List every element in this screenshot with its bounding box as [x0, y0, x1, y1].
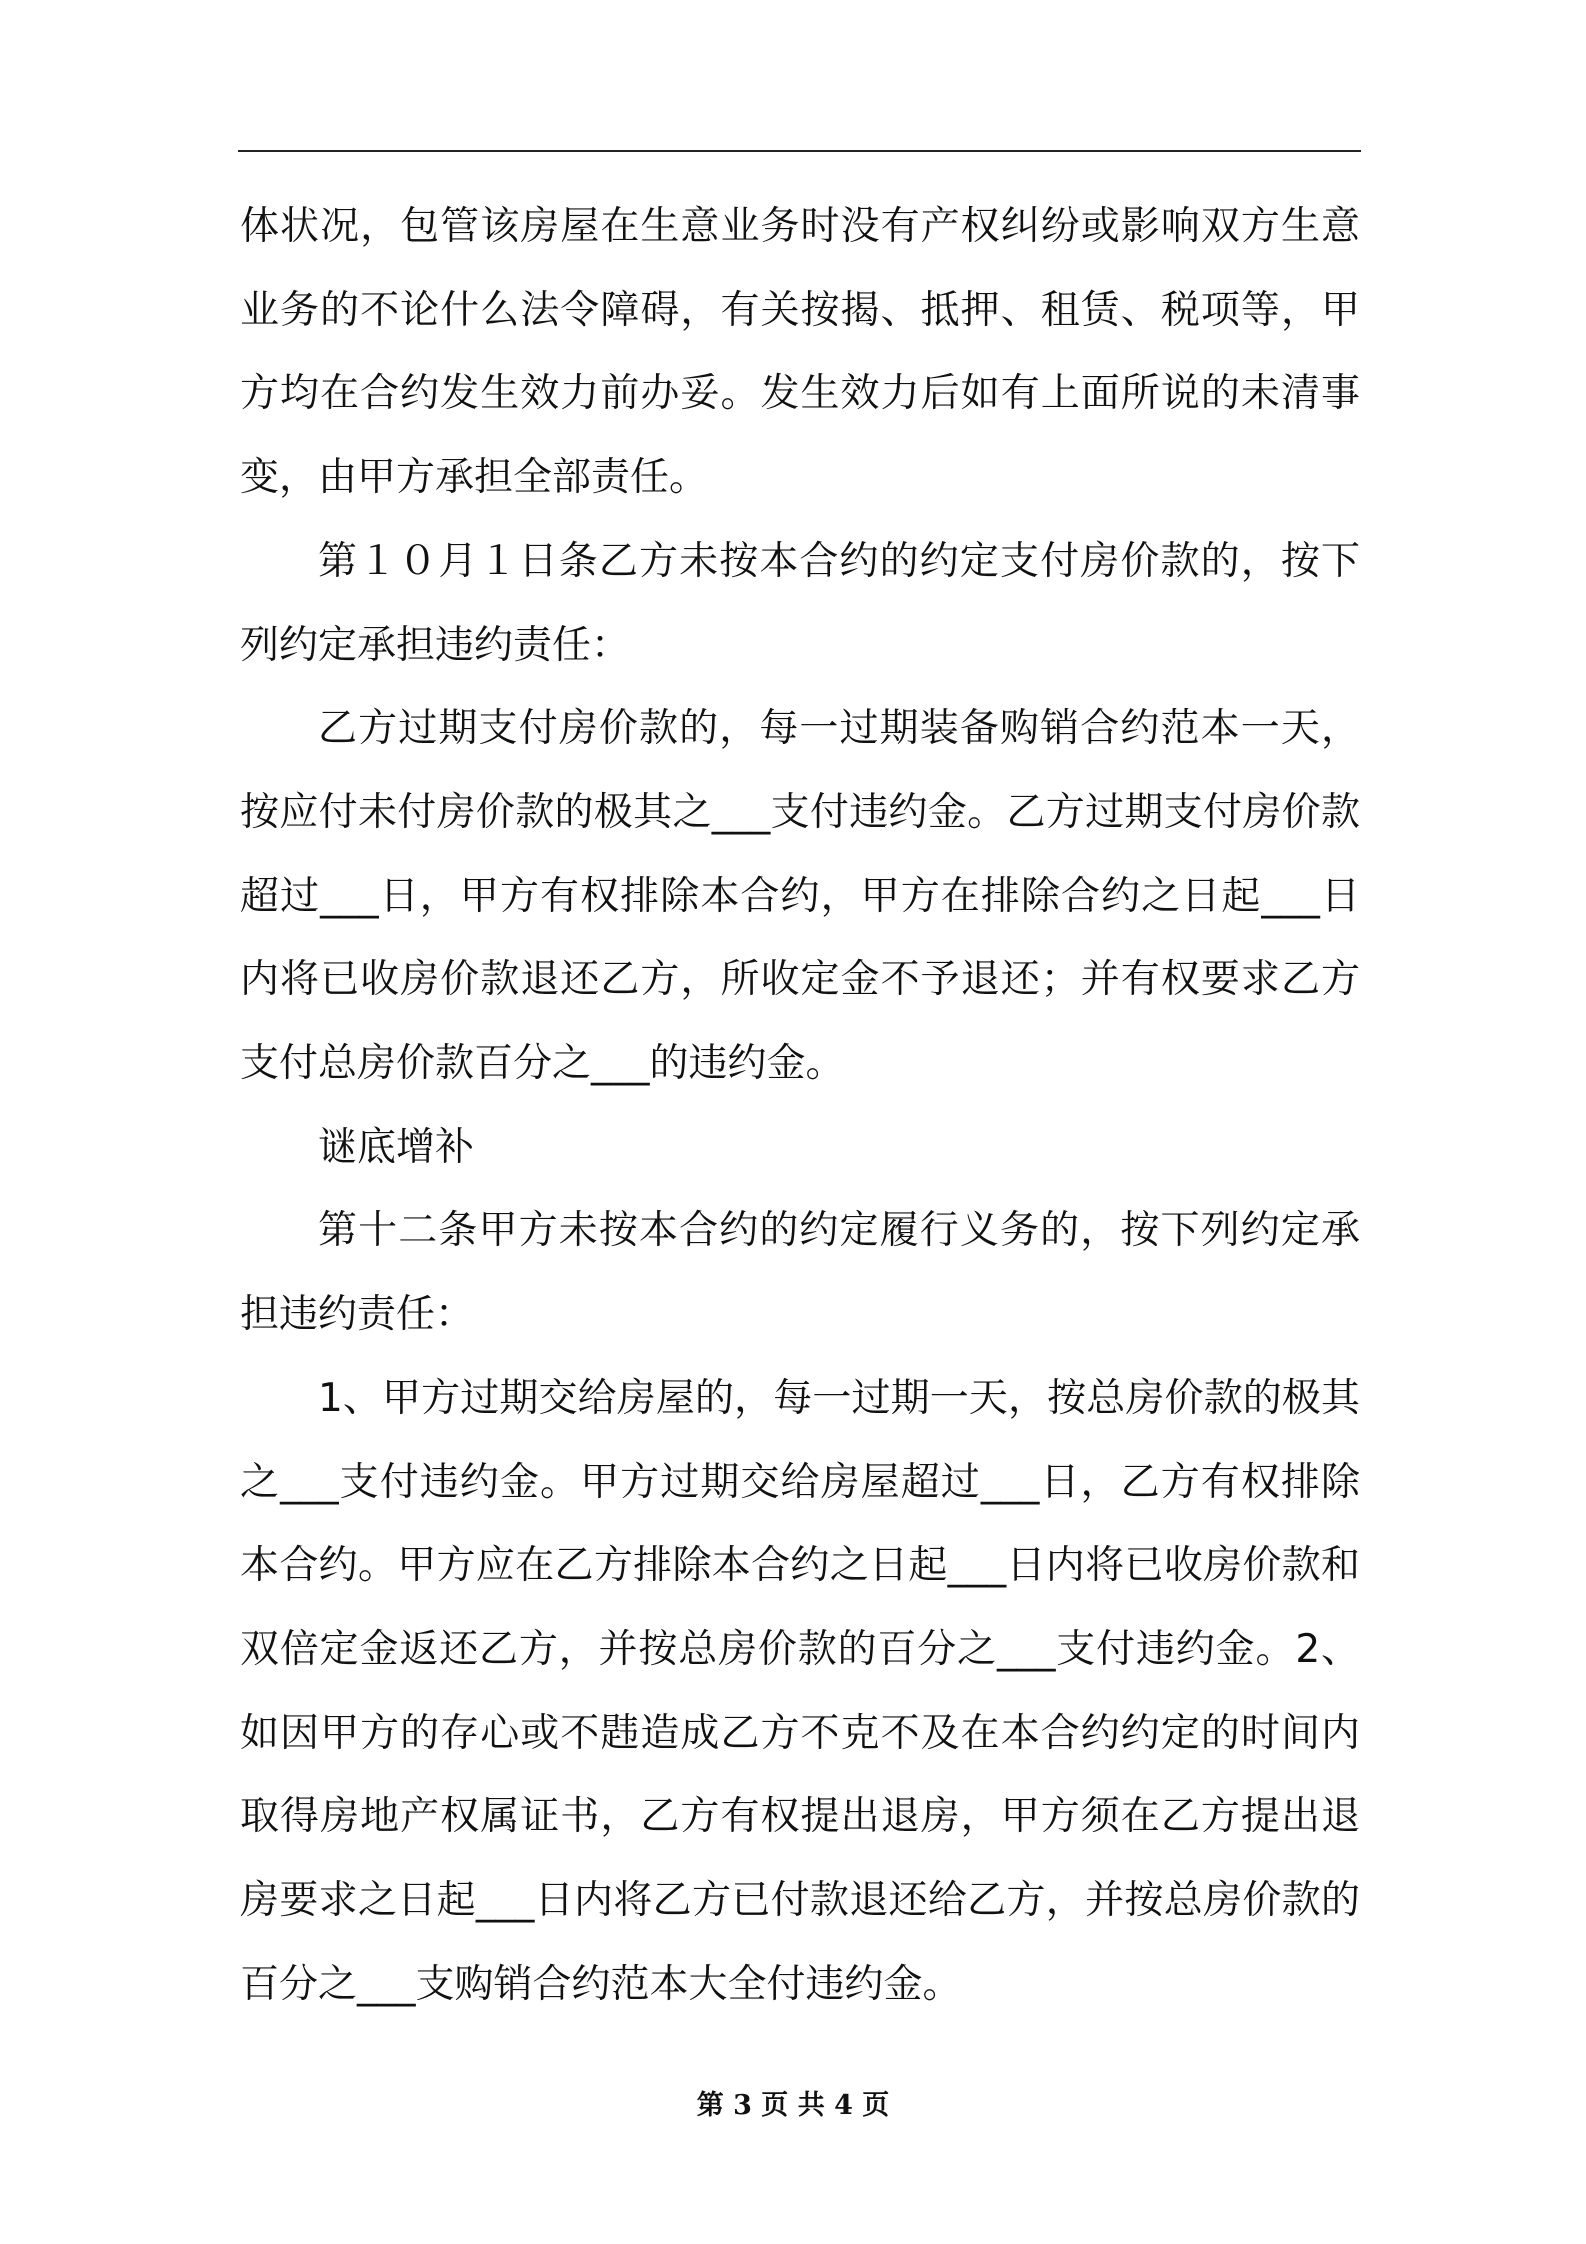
paragraph-buyer-late-payment: 乙方过期支付房价款的，每一过期装备购销合约范本一天，按应付未付房价款的极其之___支付违约金。乙方过期支付房价款超过___日，甲方有权排除本合约，甲方在排除合约之日起___日内将已收房价款退还乙方，所收定金不予退还；并有权要求乙方支付总房价款百分之___的违约金。 [240, 706, 1360, 1087]
paragraph-article-ten: 第１０月１日条乙方未按本合约的约定支付房价款的，按下列约定承担违约责任： [240, 538, 1360, 668]
paragraph-article-twelve: 第十二条甲方未按本合约的约定履行义务的，按下列约定承担违约责任： [240, 1208, 1360, 1338]
paragraph-seller-late-delivery: 1、甲方过期交给房屋的，每一过期一天，按总房价款的极其之___支付违约金。甲方过期交给房屋超过___日，乙方有权排除本合约。甲方应在乙方排除本合约之日起___日内将已收房价款和双倍定金返还乙方，并按总房价款的百分之___支付违约金。2、如因甲方的存心或不韪造成乙方不克不及在本合约约定的时间内取得房地产权属证书，乙方有权提出退房，甲方须在乙方提出退房要求之日起___日内将乙方已付款退还给乙方，并按总房价款的百分之___支购销合约范本大全付违约金。 [240, 1375, 1360, 2007]
header-rule [238, 150, 1361, 152]
page-number-footer: 第 3 页 共 4 页 [696, 2090, 890, 2121]
document-body [240, 185, 1360, 2026]
paragraph-continued: 体状况，包管该房屋在生意业务时没有产权纠纷或影响双方生意业务的不论什么法令障碍，有关按揭、抵押、租赁、税项等，甲方均在合约发生效力前办妥。发生效力后如有上面所说的未清事变，由甲方承担全部责任。 [240, 204, 1360, 501]
paragraph-answer-supplement: 谜底增补 [318, 1124, 475, 1170]
